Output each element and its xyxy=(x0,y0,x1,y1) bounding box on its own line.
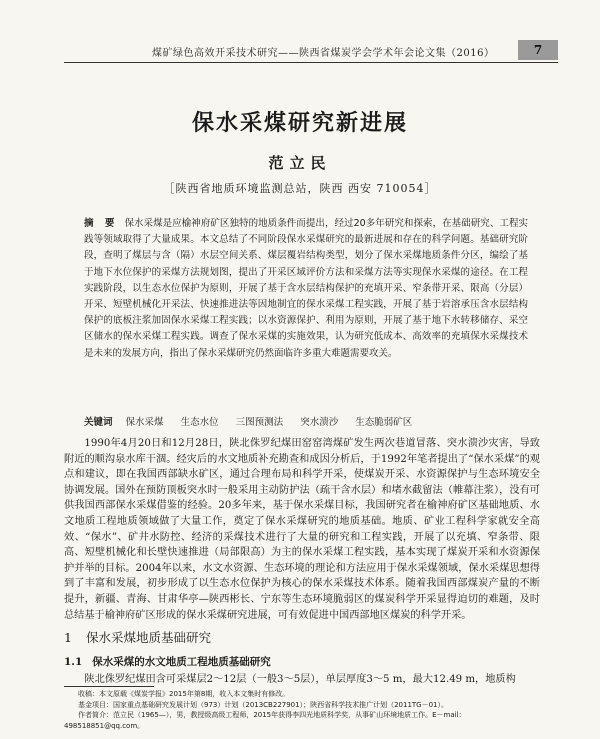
footnote-rule xyxy=(64,686,154,687)
subsection-title: 保水采煤的水文地质工程地质基础研究 xyxy=(92,656,271,668)
footnote-author-bio: 作者简介：范立民（1965—），男，教授级高级工程师，2015年获得李四光地质科学奖，从事矿山环境地质工作。E－mail： xyxy=(78,711,466,719)
intro-paragraph: 1990年4月20日和12月28日，陕北侏罗纪煤田窑窑湾煤矿发生两次巷道冒落、突水溃沙灾害，导致附近的顺沟泉水库干涸。经灾后的水文地质补充勘查和成因分析后，于1992年笔者提出了“保水采煤”的观点和建议，即在我国西部缺水矿区，通过合理布局和科学开采，使煤炭开采、水资源保护与生态环境安全协调发展。国外在预防顶板突水时一般采用主动防护法（疏干含水层）和堵水截留法（帷幕注浆），没有可供我国西部保水采煤借鉴的经验。20多年来，基于保水采煤目标，我国研究者在榆神府矿区基础地质、水文地质工程地质领域做了大量工作，奠定了保水采煤研究的地质基础。地质、矿业工程科学家就安全高效、“保水”、矿井水防控、经济的采煤技术进行了大量的研究和工程实践，开展了以充填、窄条带、限高、短壁机械化和长壁快速推进（局部限高）为主的保水采煤工程实践，基本实现了煤炭开采和水资源保护并举的目标。2004年以来，水文水资源、生态环境的理论和方法应用于保水采煤领域，保水采煤思想得到了丰富和发展，初步形成了以生态水位保护为核心的保水采煤技术体系。随着我国西部煤炭产量的不断提升，新疆、青海、甘肃华亭—陕西彬长、宁东等生态环境脆弱区的煤炭科学开采显得迫切的难题，及时总结基于榆神府矿区形成的保水采煤研究进展，可有效促进中国西部地区煤炭的科学开采。 xyxy=(64,438,540,621)
running-title: 煤矿绿色高效开采技术研究——陕西省煤炭学会学术年会论文集（2016） xyxy=(152,48,495,59)
article-title: 保水采煤研究新进展 xyxy=(191,110,408,136)
header-rule xyxy=(64,62,558,63)
keyword: 突水溃沙 xyxy=(300,417,339,428)
running-header xyxy=(0,40,600,62)
abstract-label: 摘 要 xyxy=(84,218,119,229)
abstract-text: 保水采煤是应榆神府矿区独特的地质条件而提出，经过20多年研究和探索，在基础研究、工程实践等领域取得了大量成果。本文总结了不同阶段保水采煤研究的最新进展和存在的科学问题。基础研究阶段，查明了煤层与含（隔）水层空间关系、煤层覆岩结构类型，划分了保水采煤地质条件分区，编绘了基于地下水位保护的采煤方法规划图，提出了开采区域评价方法和采煤方法等实现保水采煤的途径。在工程实践阶段，以生态水位保护为原则，开展了基于含水层结构保护的充填开采、窄条带开采、限高（分层）开采、短壁机械化开采法、快速推进法等因地制宜的保水采煤工程实践，开展了基于岩溶承压含水层结构保护的底板注浆加固保水采煤工程实践；以水资源保护、利用为原则，开展了基于地下水转移储存、采空区储水的保水采煤工程实践。调查了保水采煤的实施效果，认为研究低成本、高效率的充填保水采煤技术是未来的发展方向，指出了保水采煤研究仍然面临许多重大难题需要攻关。 xyxy=(84,218,528,359)
footnote-funding: 基金项目：国家重点基础研究发展计划（973）计划（2013CB227901）；陕西省科学技术推广计划（2011TG－01）。 xyxy=(78,700,449,709)
page-number: 7 xyxy=(518,40,558,60)
subsection-text: 陕北侏罗纪煤田含可采煤层2～12层（一般3～5层），单层厚度3～5 m，最大12.49 m，地质构 xyxy=(84,674,516,685)
keywords-label: 关键词 xyxy=(84,417,113,428)
subsection-heading-1-1 xyxy=(64,654,540,669)
section-title: 保水采煤地质基础研究 xyxy=(85,630,211,645)
footnote-received: 收稿：本文原载《煤炭学报》2015年第8期，收入本文集时有修改。 xyxy=(78,690,290,698)
keyword: 保水采煤 xyxy=(125,417,164,428)
keyword: 三图预测法 xyxy=(235,417,284,428)
author-name: 范立民 xyxy=(268,154,332,172)
footnote-email: 498518851@qq.com。 xyxy=(64,721,145,730)
section-heading-1 xyxy=(64,628,540,646)
keywords xyxy=(84,414,528,428)
footnotes xyxy=(64,689,540,731)
author-affiliation: ［陕西省地质环境监测总站，陕西 西安 710054］ xyxy=(163,182,437,195)
keyword: 生态水位 xyxy=(180,417,219,428)
abstract xyxy=(84,216,528,362)
section-number: 1 xyxy=(64,630,72,645)
subsection-number: 1.1 xyxy=(64,656,83,668)
keyword: 生态脆弱矿区 xyxy=(355,417,413,428)
